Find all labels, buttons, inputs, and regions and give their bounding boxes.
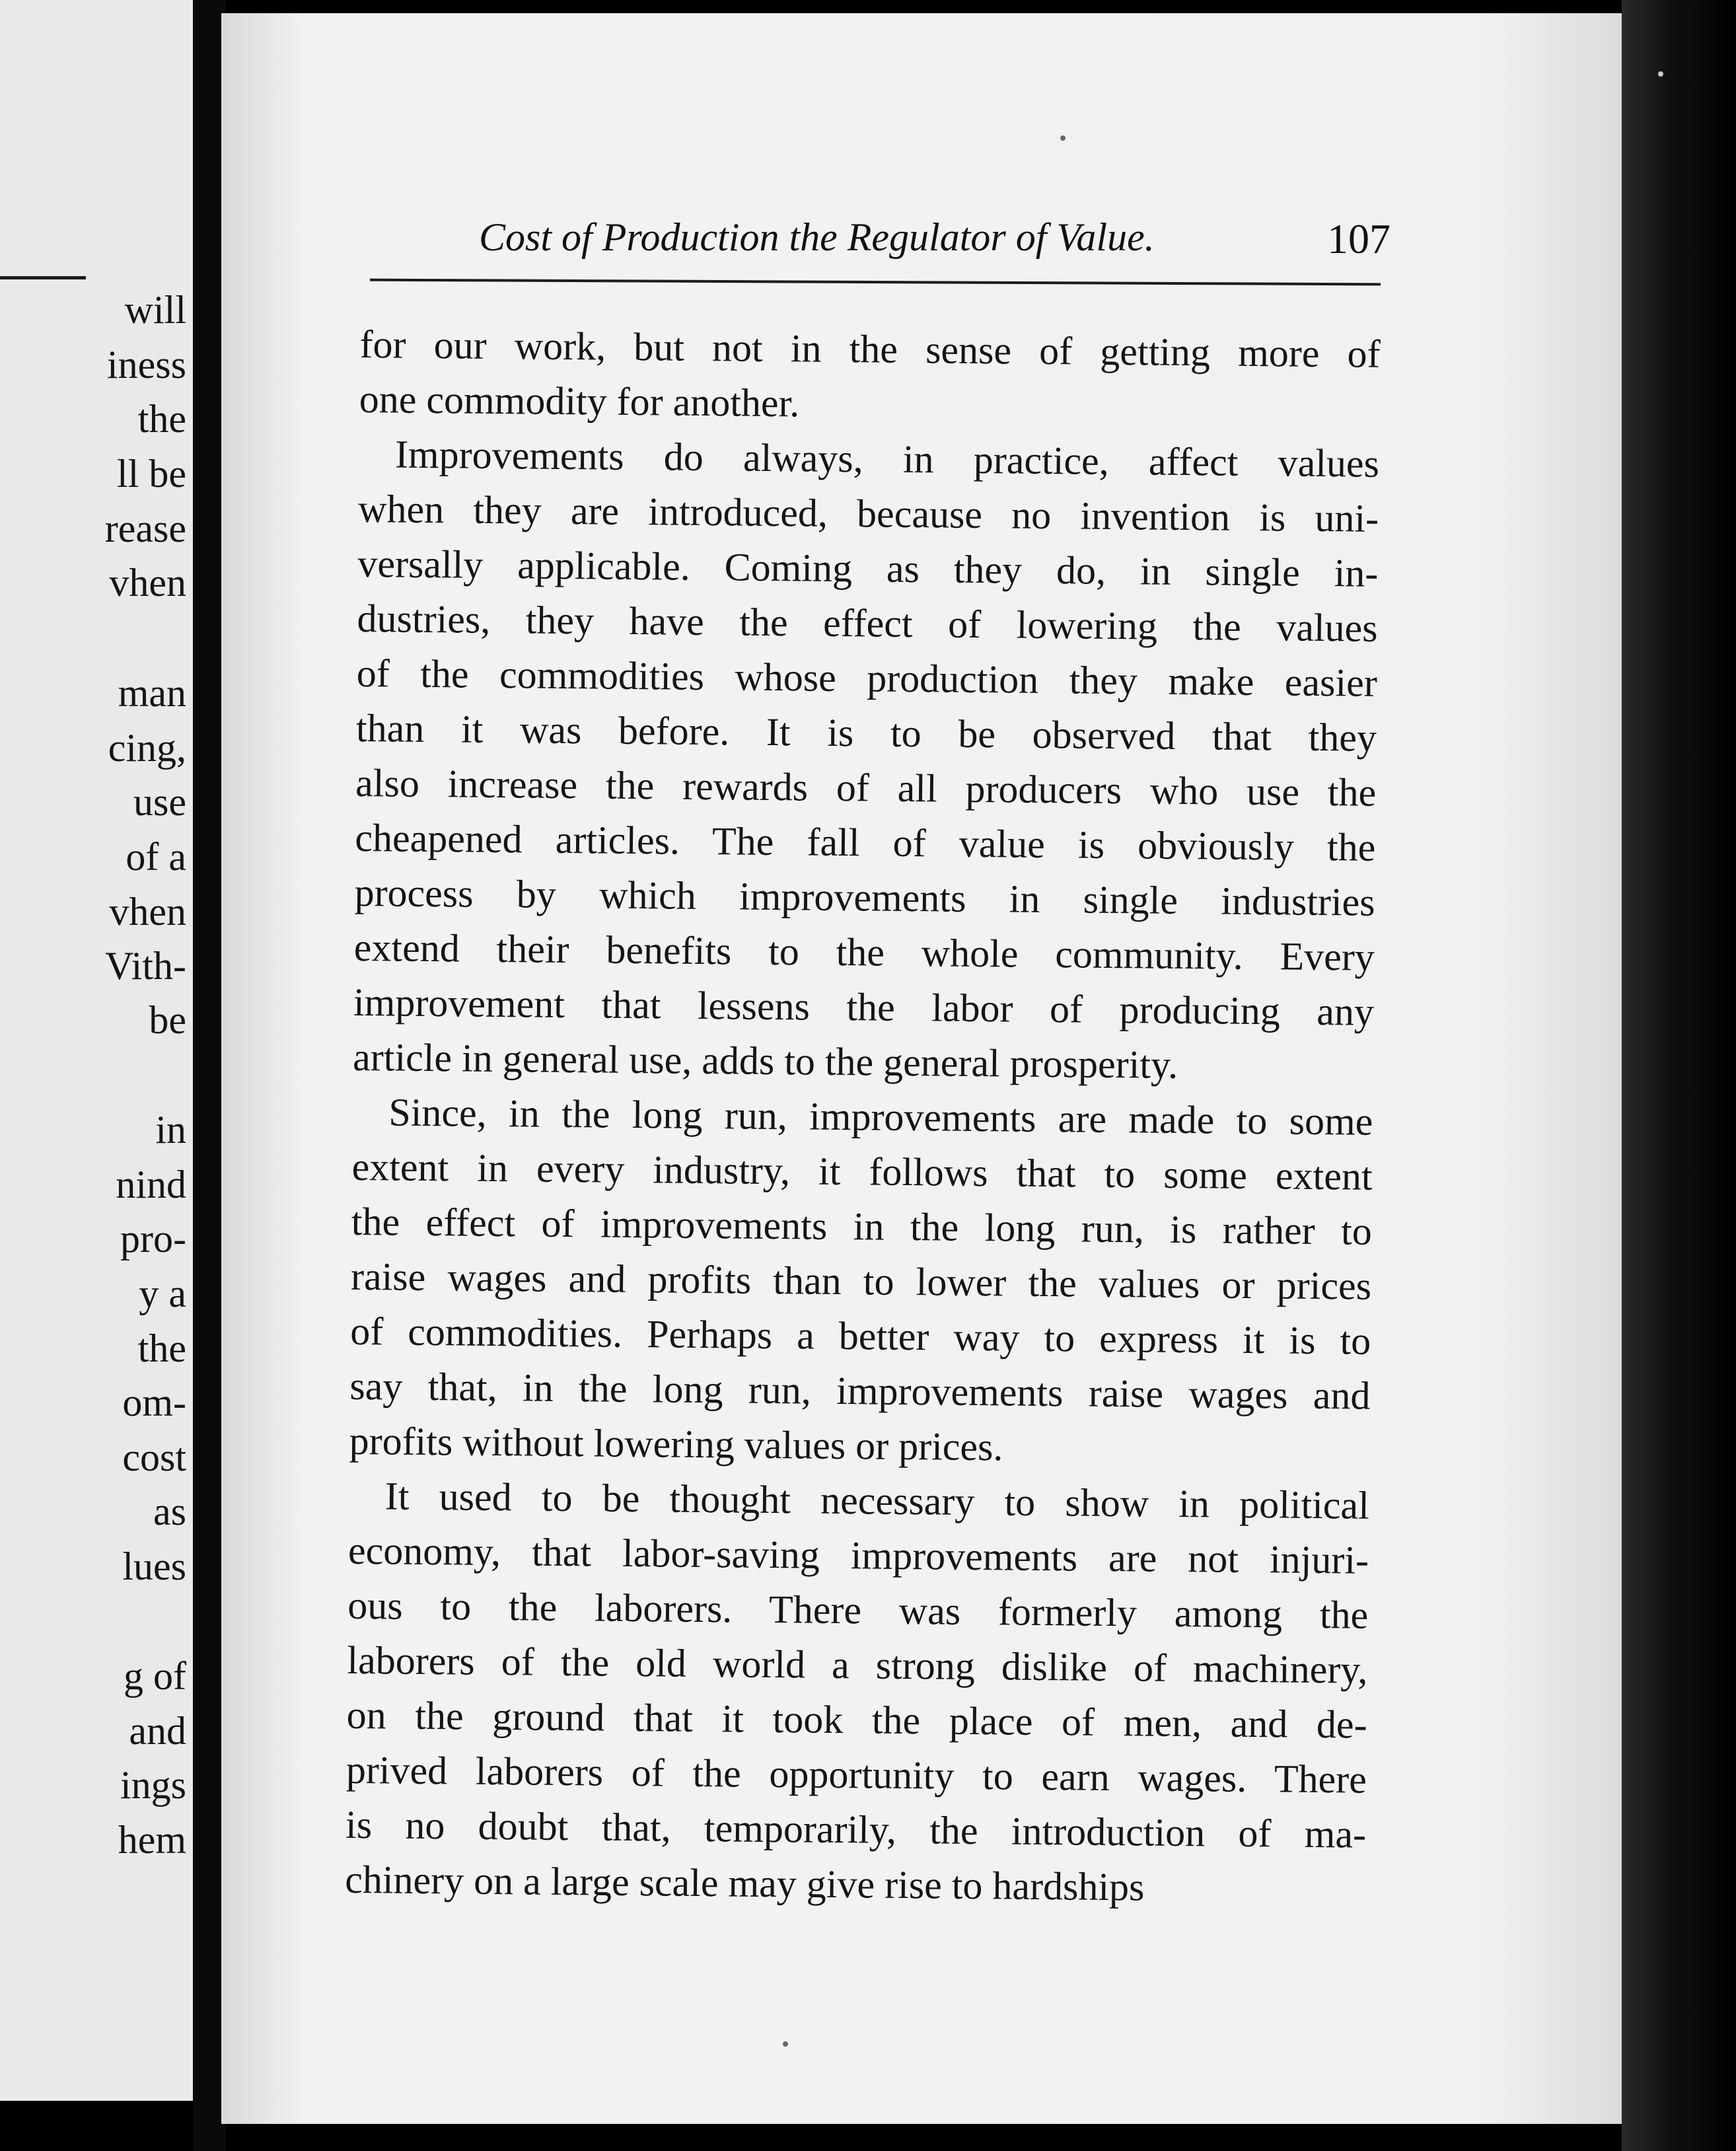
left-page-line: the (137, 1327, 186, 1370)
running-head (261, 215, 1397, 268)
text-line: than it was before. It is to be observed that they (355, 706, 1377, 760)
scan-speck (1658, 71, 1663, 77)
text-line: article in general use, adds to the general prosperity. (352, 1035, 1178, 1087)
text-line: also increase the rewards of all producers who use the (355, 760, 1377, 815)
scan-speck (1060, 135, 1066, 141)
left-page-header-rule (0, 276, 86, 279)
left-page-line: vhen (109, 890, 186, 933)
left-page-line: nind (116, 1163, 186, 1206)
text-line: extent in every industry, it follows that to some extent (351, 1144, 1373, 1198)
left-page-line: ings (120, 1763, 186, 1807)
left-page-line: hem (118, 1818, 186, 1862)
left-page-line: y a (139, 1272, 186, 1315)
body-text (345, 317, 1381, 1917)
text-line: say that, in the long run, improvements raise wages and (349, 1364, 1371, 1418)
text-line: process by which improvements in single industries (354, 870, 1375, 924)
left-page-line: as (153, 1490, 186, 1533)
text-line: the effect of improvements in the long run, is rather to (351, 1199, 1373, 1253)
paragraph (349, 1085, 1373, 1478)
text-line: of commodities. Perhaps a better way to express it is to (349, 1309, 1371, 1363)
text-line: Improvements do always, in practice, affect values (394, 432, 1380, 486)
left-page-line: g of (124, 1654, 186, 1698)
left-page-line: the (137, 397, 186, 441)
text-line: It used to be thought necessary to show in political (384, 1474, 1370, 1527)
text-line: laborers of the old world a strong dislike of machinery, (347, 1638, 1368, 1692)
left-page-line: of a (126, 835, 186, 879)
paragraph (359, 317, 1381, 437)
left-page-line: use (133, 780, 186, 824)
left-page-line: iness (107, 343, 186, 386)
text-line: prived laborers of the opportunity to earn wages. There (345, 1747, 1367, 1802)
left-page-line: om- (122, 1381, 186, 1424)
left-page-line: ll be (117, 452, 186, 495)
text-line: cheapened articles. The fall of value is obviously the (355, 815, 1376, 869)
text-line: dustries, they have the effect of lowering the values (357, 596, 1378, 650)
text-line: of the commodities whose production they make easier (356, 651, 1378, 705)
text-line: on the ground that it took the place of men, and de- (346, 1693, 1367, 1747)
text-line: improvement that lessens the labor of producing any (353, 980, 1375, 1034)
text-line: one commodity for another. (359, 377, 800, 425)
left-page-line: vhen (109, 561, 186, 604)
paragraph (345, 1469, 1369, 1917)
text-line: chinery on a large scale may give rise to hardships (344, 1857, 1145, 1909)
text-line: Since, in the long run, improvements are made to some (388, 1090, 1373, 1144)
left-page-line: in (155, 1108, 186, 1151)
page-edge-shadow (1622, 0, 1736, 2151)
left-page-line: cing, (108, 726, 186, 770)
paragraph (353, 427, 1379, 1095)
running-head-title: Cost of Production the Regulator of Value. (479, 215, 1155, 259)
text-line: profits without lowering values or prices. (349, 1418, 1003, 1469)
left-page-line: cost (122, 1436, 186, 1479)
text-line: for our work, but not in the sense of getting more of (359, 322, 1381, 376)
text-line: ous to the laborers. There was formerly among the (347, 1583, 1369, 1637)
left-page-line: pro- (120, 1217, 186, 1260)
text-line: versally applicable. Coming as they do, in single in- (357, 541, 1379, 595)
left-page-line: lues (122, 1545, 186, 1588)
left-page-line: will (124, 288, 186, 332)
left-page-fragment (0, 0, 193, 2101)
left-page-line: be (149, 998, 186, 1042)
text-line: economy, that labor-saving improvements are not injuri- (347, 1528, 1369, 1582)
left-page-line: rease (104, 507, 186, 550)
page-number: 107 (1327, 215, 1391, 262)
left-page-line: man (118, 671, 186, 715)
left-page-line: and (129, 1709, 186, 1753)
text-line: raise wages and profits than to lower the values or prices (350, 1254, 1372, 1308)
text-line: is no doubt that, temporarily, the introduction of ma- (345, 1802, 1367, 1856)
text-line: when they are introduced, because no invention is uni- (357, 486, 1379, 540)
text-line: extend their benefits to the whole community. Every (353, 925, 1375, 979)
left-page-line: Vith- (104, 944, 186, 988)
scan-speck (783, 2041, 788, 2047)
